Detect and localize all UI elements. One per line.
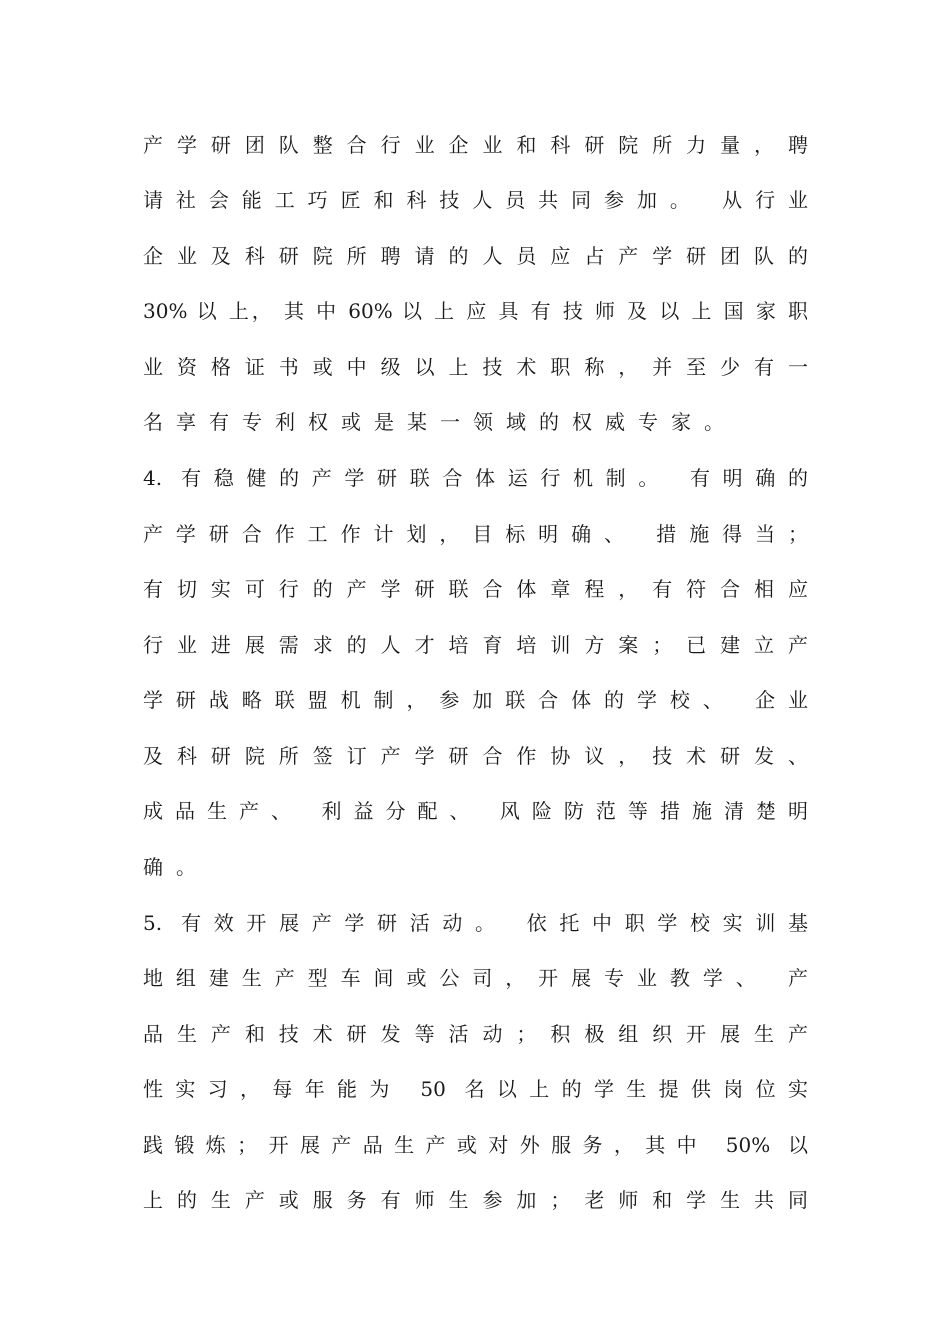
text-line: 请社会能工巧匠和科技人员共同参加。 从行业 [143, 188, 808, 212]
text-line: 品生产和技术研发等活动；积极组织开展生产 [143, 1022, 808, 1046]
text-line: 确。 [143, 855, 209, 879]
text-line: 产学研合作工作计划，目标明确、 措施得当； [143, 522, 808, 546]
text-line: 5. 有效开展产学研活动。 依托中职学校实训基 [143, 911, 808, 935]
text-line: 性实习，每年能为 50 名以上的学生提供岗位实 [143, 1077, 808, 1101]
text-line: 产学研团队整合行业企业和科研院所力量，聘 [143, 133, 808, 157]
text-line: 上的生产或服务有师生参加；老师和学生共同 [143, 1188, 808, 1212]
text-line: 行业进展需求的人才培育培训方案；已建立产 [143, 633, 808, 657]
text-line: 名享有专利权或是某一领域的权威专家。 [143, 410, 737, 434]
text-line: 有切实可行的产学研联合体章程，有符合相应 [143, 577, 808, 601]
text-line: 学研战略联盟机制，参加联合体的学校、 企业 [143, 688, 808, 712]
text-line: 践锻炼；开展产品生产或对外服务，其中 50% 以 [143, 1133, 808, 1157]
text-line: 4. 有稳健的产学研联合体运行机制。 有明确的 [143, 466, 808, 490]
text-line: 业资格证书或中级以上技术职称，并至少有一 [143, 355, 808, 379]
text-line: 企业及科研院所聘请的人员应占产学研团队的 [143, 244, 808, 268]
text-line: 成品生产、 利益分配、 风险防范等措施清楚明 [143, 799, 808, 823]
text-line: 30% 以 上， 其 中 60% 以 上 应 具 有 技 师 及 以 上 国 家 职 [143, 299, 808, 323]
text-line: 及科研院所签订产学研合作协议，技术研发、 [143, 744, 808, 768]
text-line: 地组建生产型车间或公司，开展专业教学、 产 [143, 966, 808, 990]
